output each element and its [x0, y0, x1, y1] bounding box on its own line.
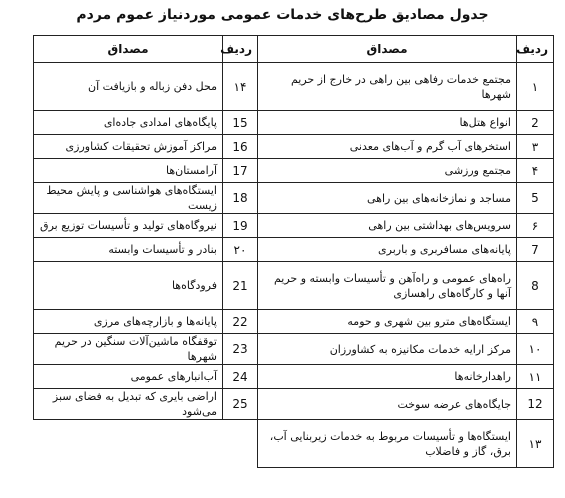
table-row — [34, 238, 554, 262]
row-text-left: آب‌انبارهای عمومی — [34, 365, 223, 389]
header-radif-left: ردیف — [223, 36, 258, 63]
row-number-left: 15 — [223, 111, 258, 135]
table-row — [34, 159, 554, 183]
table-row — [34, 183, 554, 214]
row-text-right: مجتمع خدمات رفاهی بین راهی در خارج از حریم شهرها — [258, 63, 517, 111]
header-mesdagh-right: مصداق — [258, 36, 517, 63]
row-text-right: جایگاه‌های عرضه سوخت — [258, 389, 517, 420]
row-text-left: نیروگاه‌های تولید و تأسیسات توزیع برق — [34, 214, 223, 238]
row-number-right: ۳ — [517, 135, 554, 159]
row-text-left: اراضی بایری که تبدیل به فضای سبز می‌شود — [34, 389, 223, 420]
row-text-right: ایستگاه‌های مترو بین شهری و حومه — [258, 310, 517, 334]
table-row — [34, 63, 554, 111]
row-number-right: 7 — [517, 238, 554, 262]
row-number-right: ۱ — [517, 63, 554, 111]
row-number-right: 2 — [517, 111, 554, 135]
row-number-left: 22 — [223, 310, 258, 334]
table-row — [34, 262, 554, 310]
row-text-right: مرکز ارایه خدمات مکانیزه به کشاورزان — [258, 334, 517, 365]
row-text-left: محل دفن زباله و بازیافت آن — [34, 63, 223, 111]
row-number-left: ۲۰ — [223, 238, 258, 262]
row-number-left: 25 — [223, 389, 258, 420]
row-number-right: 8 — [517, 262, 554, 310]
row-number-right: ۹ — [517, 310, 554, 334]
row-text-right: ایستگاه‌ها و تأسیسات مربوط به خدمات زیربنایی آب، برق، گاز و فاضلاب — [258, 420, 517, 468]
row-text-right: مساجد و نمازخانه‌های بین راهی — [258, 183, 517, 214]
table-row — [34, 365, 554, 389]
empty-cell — [223, 420, 258, 468]
table-row — [34, 135, 554, 159]
row-text-left: پایگاه‌های امدادی جاده‌ای — [34, 111, 223, 135]
row-text-right: استخرهای آب گرم و آب‌های معدنی — [258, 135, 517, 159]
row-number-right: 12 — [517, 389, 554, 420]
row-number-left: 16 — [223, 135, 258, 159]
header-mesdagh-left: مصداق — [34, 36, 223, 63]
row-text-left: مراکز آموزش تحقیقات کشاورزی — [34, 135, 223, 159]
row-text-right: پایانه‌های مسافربری و باربری — [258, 238, 517, 262]
row-text-right: راه‌های عمومی و راه‌آهن و تأسیسات وابسته و حریم آنها و کارگاه‌های راهسازی — [258, 262, 517, 310]
row-text-left: آرامستان‌ها — [34, 159, 223, 183]
row-number-left: 18 — [223, 183, 258, 214]
table-row — [34, 214, 554, 238]
table-row — [34, 420, 554, 468]
row-number-left: 17 — [223, 159, 258, 183]
row-number-right: ۱۱ — [517, 365, 554, 389]
row-number-left: 23 — [223, 334, 258, 365]
table-row — [34, 334, 554, 365]
table-row — [34, 310, 554, 334]
row-text-right: سرویس‌های بهداشتی بین راهی — [258, 214, 517, 238]
row-number-right: 5 — [517, 183, 554, 214]
row-number-left: ۱۴ — [223, 63, 258, 111]
table-row — [34, 111, 554, 135]
services-table — [33, 35, 554, 468]
row-text-right: مجتمع ورزشی — [258, 159, 517, 183]
row-number-left: 21 — [223, 262, 258, 310]
row-number-left: 24 — [223, 365, 258, 389]
row-number-right: ۶ — [517, 214, 554, 238]
table-title: جدول مصادیق طرح‌های خدمات عمومی موردنیاز عموم مردم — [76, 7, 489, 23]
row-text-left: ایستگاه‌های هواشناسی و پایش محیط زیست — [34, 183, 223, 214]
table-body — [34, 63, 554, 468]
empty-cell — [34, 420, 223, 468]
row-text-left: توقفگاه ماشین‌آلات سنگین در حریم شهرها — [34, 334, 223, 365]
row-text-left: پایانه‌ها و بازارچه‌های مرزی — [34, 310, 223, 334]
row-text-left: بنادر و تأسیسات وابسته — [34, 238, 223, 262]
row-text-left: فرودگاه‌ها — [34, 262, 223, 310]
row-number-left: 19 — [223, 214, 258, 238]
header-radif-right: ردیف — [517, 36, 554, 63]
row-text-right: راهدارخانه‌ها — [258, 365, 517, 389]
row-number-right: ۱۰ — [517, 334, 554, 365]
row-number-right: ۱۳ — [517, 420, 554, 468]
row-number-right: ۴ — [517, 159, 554, 183]
row-text-right: انواع هتل‌ها — [258, 111, 517, 135]
table-header-row — [34, 36, 554, 63]
table-row — [34, 389, 554, 420]
